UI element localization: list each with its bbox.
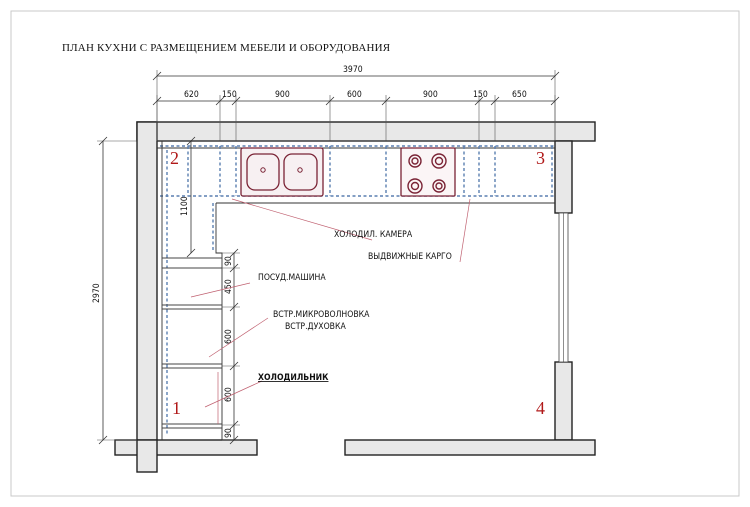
dim-left-450: 450 [224,279,234,294]
dim-seg-6: 150 [473,90,488,100]
bottom-right-wall [345,440,595,455]
dim-seg-3: 900 [275,90,290,100]
corner-number-2: 2 [170,148,179,168]
bottom-left-pillar [137,440,157,472]
dishwasher-label: ПОСУД.МАШИНА [258,273,326,283]
dim-seg-1: 620 [184,90,199,100]
plan-title: ПЛАН КУХНИ С РАЗМЕЩЕНИЕМ МЕБЕЛИ И ОБОРУДОВАНИЯ [62,42,391,54]
top-run [157,141,555,203]
right-wall-upper [555,141,572,213]
overall-height-label: 2970 [92,283,102,303]
pullout-cargo-label: ВЫДВИЖНЫЕ КАРГО [368,252,452,262]
oven-label: ВСТР.ДУХОВКА [285,322,346,332]
corner-number-1: 1 [172,398,181,418]
dim-seg-2: 150 [222,90,237,100]
window [559,213,568,362]
dim-left-600-a: 600 [224,329,234,344]
sink [241,148,323,196]
hob [401,148,455,196]
left-wall [137,122,157,444]
dim-left-90-bottom: 90 [224,428,234,438]
dim-left-90-top: 90 [224,256,234,266]
dim-seg-7: 650 [512,90,527,100]
dim-seg-5: 900 [423,90,438,100]
corner-depth-label: 1100 [180,196,190,216]
left-run [162,141,222,440]
right-wall-lower [555,362,572,440]
overall-width-label: 3970 [343,65,363,75]
corner-number-3: 3 [536,148,545,168]
cold-chamber-label: ХОЛОДИЛ. КАМЕРА [334,230,413,240]
dim-seg-4: 600 [347,90,362,100]
top-wall [137,122,595,141]
walls [115,122,595,472]
microwave-label: ВСТР.МИКРОВОЛНОВКА [273,310,370,320]
callout-leaders [191,199,470,407]
fridge-label: ХОЛОДИЛЬНИК [258,373,329,383]
dim-left-600-b: 600 [224,387,234,402]
corner-number-4: 4 [536,398,545,418]
